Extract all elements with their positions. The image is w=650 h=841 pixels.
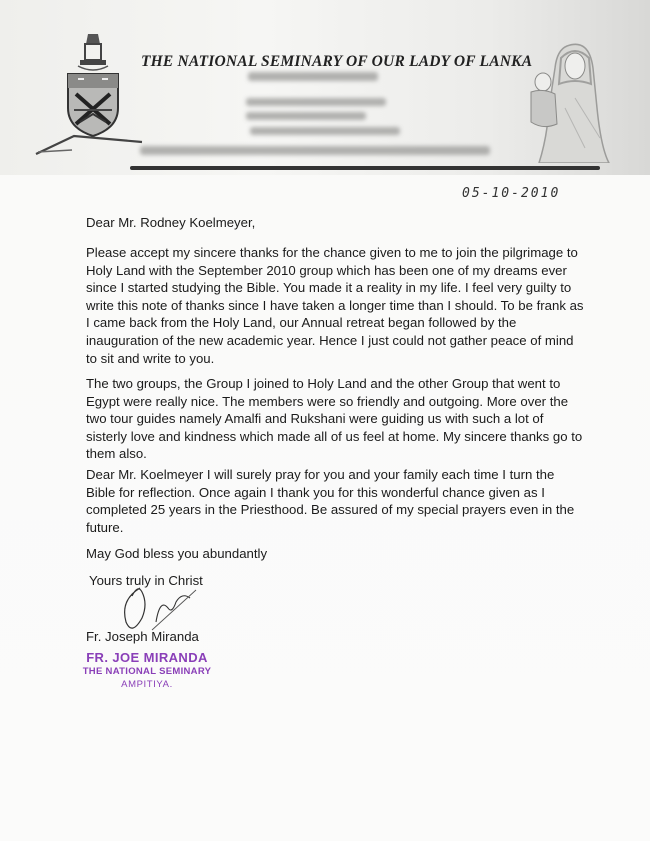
handwritten-date: 05-10-2010	[462, 186, 561, 201]
letterhead-title: THE NATIONAL SEMINARY OF OUR LADY OF LANKA	[141, 53, 533, 70]
blurred-address-line	[246, 98, 386, 106]
madonna-and-child-icon	[505, 38, 615, 163]
paragraph-1: Please accept my sincere thanks for the chance given to me to join the pilgrimage to Holy Land with the September 2010 group which has been one of my dreams ever since I started studying the Bible. You made it a reality in my life. I feel very guilty to write this note of thanks since I have taken a longer time than I should. To be frank as I came back from the Holy Land, our Annual retreat began followed by the inauguration of the new academic year. Hence I just could not gather peace of mind to sit and write to you.	[86, 245, 584, 366]
paragraph-3: Dear Mr. Koelmeyer I will surely pray for you and your family each time I turn the Bible for reflection. Once again I thank you for this wonderful chance given as I completed 25 years in the Priesthood. Be assured of my special prayers even in the future.	[86, 467, 575, 535]
blurred-address-line	[248, 72, 378, 81]
official-stamp	[82, 650, 212, 690]
closing-line: Yours truly in Christ	[89, 573, 203, 588]
stamp-institution: THE NATIONAL SEMINARY	[82, 666, 212, 677]
stamp-location: AMPITIYA.	[121, 679, 173, 690]
blessing-line: May God bless you abundantly	[86, 546, 268, 561]
blurred-address-line	[140, 146, 490, 155]
decorative-pen-stroke	[34, 132, 144, 158]
blurred-address-line	[246, 112, 366, 120]
seminary-crest-icon	[58, 30, 128, 140]
blurred-address-line	[250, 127, 400, 135]
stamp-name: FR. JOE MIRANDA	[86, 650, 208, 665]
salutation: Dear Mr. Rodney Koelmeyer,	[86, 215, 256, 230]
signer-name: Fr. Joseph Miranda	[86, 629, 199, 644]
paragraph-2: The two groups, the Group I joined to Holy Land and the other Group that went to Egypt were really nice. The members were so friendly and outgoing. More over the two tour guides namely Amalfi and Rukshani were guiding us with such a lot of sisterly love and kindness which made all of us feel at home. My sincere thanks go to them also.	[86, 376, 583, 462]
letterhead-divider	[130, 166, 600, 170]
